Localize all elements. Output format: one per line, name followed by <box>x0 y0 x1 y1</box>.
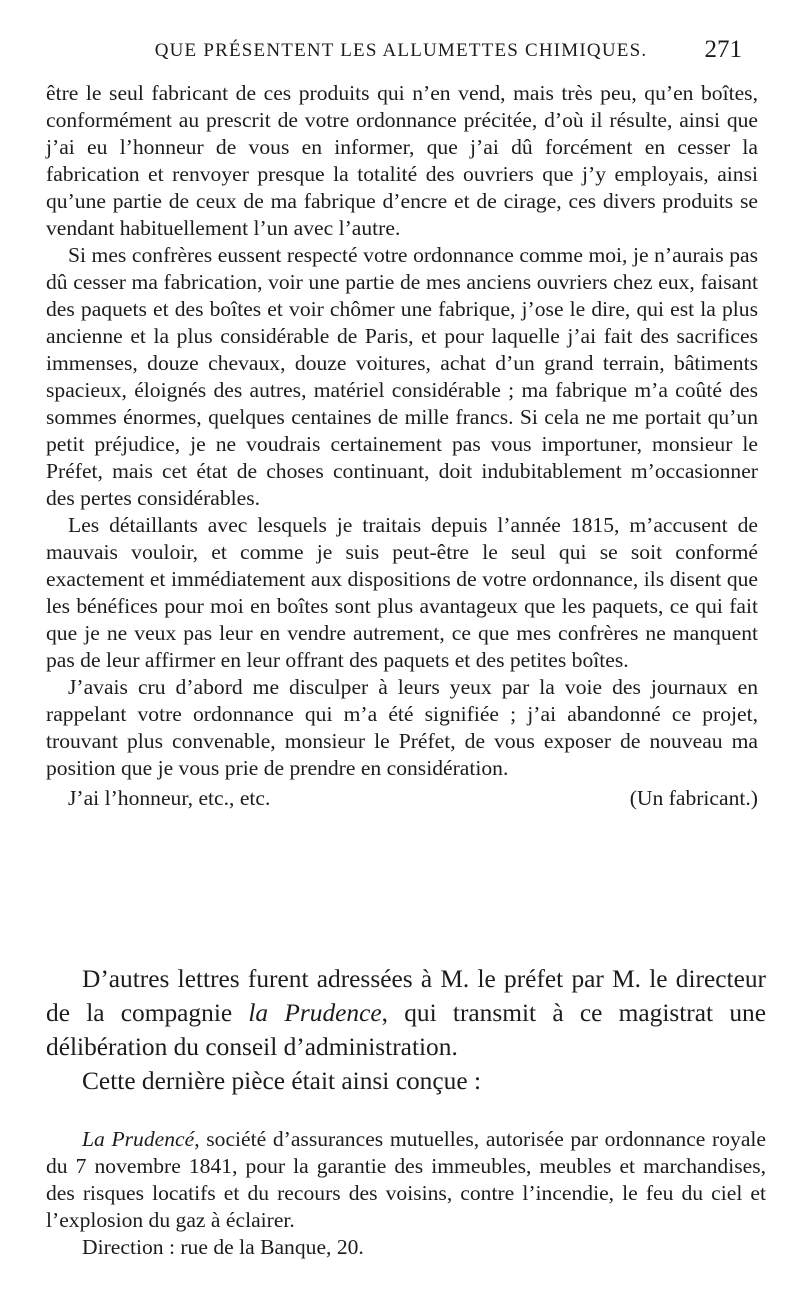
page-number: 271 <box>704 36 742 63</box>
letter-paragraph-4: J’avais cru d’abord me disculper à leurs yeux par la voie des journaux en rappelant votre ordonnance qui m’a été signifiée ; j’ai abandonné ce projet, trouvant plus convenable, monsieur le Préfet, de vous exposer de nouveau ma position que je vous prie de prendre en considération. <box>46 675 758 780</box>
quote-company-name: La Prudencé <box>82 1127 195 1151</box>
quote-text: , société d’assurances mutuelles, autorisée par ordonnance royale du 7 novembre 1841, pour la garantie des immeubles, meubles et marchandises, des risques locatifs et du recours des voisins, contre l’incendie, le feu du ciel et l’explosion du gaz à éclairer. <box>46 1127 766 1232</box>
signature: (Un fabricant.) <box>629 786 758 810</box>
letter-paragraph-3: Les détaillants avec lesquels je traitais depuis l’année 1815, m’accusent de mauvais vouloir, et comme je suis peut-être le seul qui se soit conformé exactement et immédiatement aux dispositions de votre ordonnance, ils disent que les bénéfices pour moi en boîtes sont plus avantageux que les paquets, ce qui fait que je ne veux pas leur en vendre autrement, ce que mes confrères ne manquent pas de leur affirmer en leur offrant des paquets et des petites boîtes. <box>46 513 758 672</box>
quote-direction: Direction : rue de la Banque, 20. <box>82 1235 364 1259</box>
narration-text-part: D’autres lettres furent adressées à M. le préfet par M. le directeur de la compagnie <box>46 965 766 1027</box>
narration-paragraph-1 <box>46 962 766 1064</box>
quote-paragraph <box>46 1126 766 1234</box>
narration-text-part: , qui transmit à ce magistrat une délibération du conseil d’administration. <box>46 999 766 1061</box>
page-header <box>60 36 742 72</box>
running-title: QUE PRÉSENTENT LES ALLUMETTES CHIMIQUES. <box>154 40 648 61</box>
narration-paragraph-2: Cette dernière pièce était ainsi conçue : <box>82 1067 481 1095</box>
letter-paragraph-2: Si mes confrères eussent respecté votre ordonnance comme moi, je n’aurais pas dû cesser ma fabrication, voir une partie de mes anciens ouvriers chez eux, faisant des paquets et des boîtes et voir chômer une fabrique, j’ose le dire, qui est la plus ancienne et la plus considérable de Paris, et pour laquelle j’ai fait des sacrifices immenses, douze chevaux, douze voitures, achat d’un grand terrain, bâtiments spacieux, éloignés des autres, matériel considérable ; ma fabrique m’a coûté des sommes énormes, quelques centaines de mille francs. Si cela ne me portait qu’un petit préjudice, je ne voudrais certainement pas vous importuner, monsieur le Préfet, mais cet état de choses continuant, doit indubitablement m’occasionner des pertes considérables. <box>46 243 758 510</box>
company-name: la Prudence <box>248 999 382 1027</box>
quoted-document <box>46 1126 766 1261</box>
narration-text <box>46 962 766 1098</box>
closing-formula: J’ai l’honneur, etc., etc. <box>68 786 271 810</box>
letter-paragraph-1: être le seul fabricant de ces produits qui n’en vend, mais très peu, qu’en boîtes, conformément au prescrit de votre ordonnance précitée, d’où il résulte, ainsi que j’ai eu l’honneur de vous en informer, que j’ai dû forcément en cesser la fabrication et renvoyer presque la totalité des ouvriers que j’y employais, ainsi qu’une partie de ceux de ma fabrique d’encre et de cirage, ces divers produits se vendant habituellement l’un avec l’autre. <box>46 81 758 240</box>
letter-signoff <box>46 785 758 812</box>
letter-text <box>46 80 758 812</box>
